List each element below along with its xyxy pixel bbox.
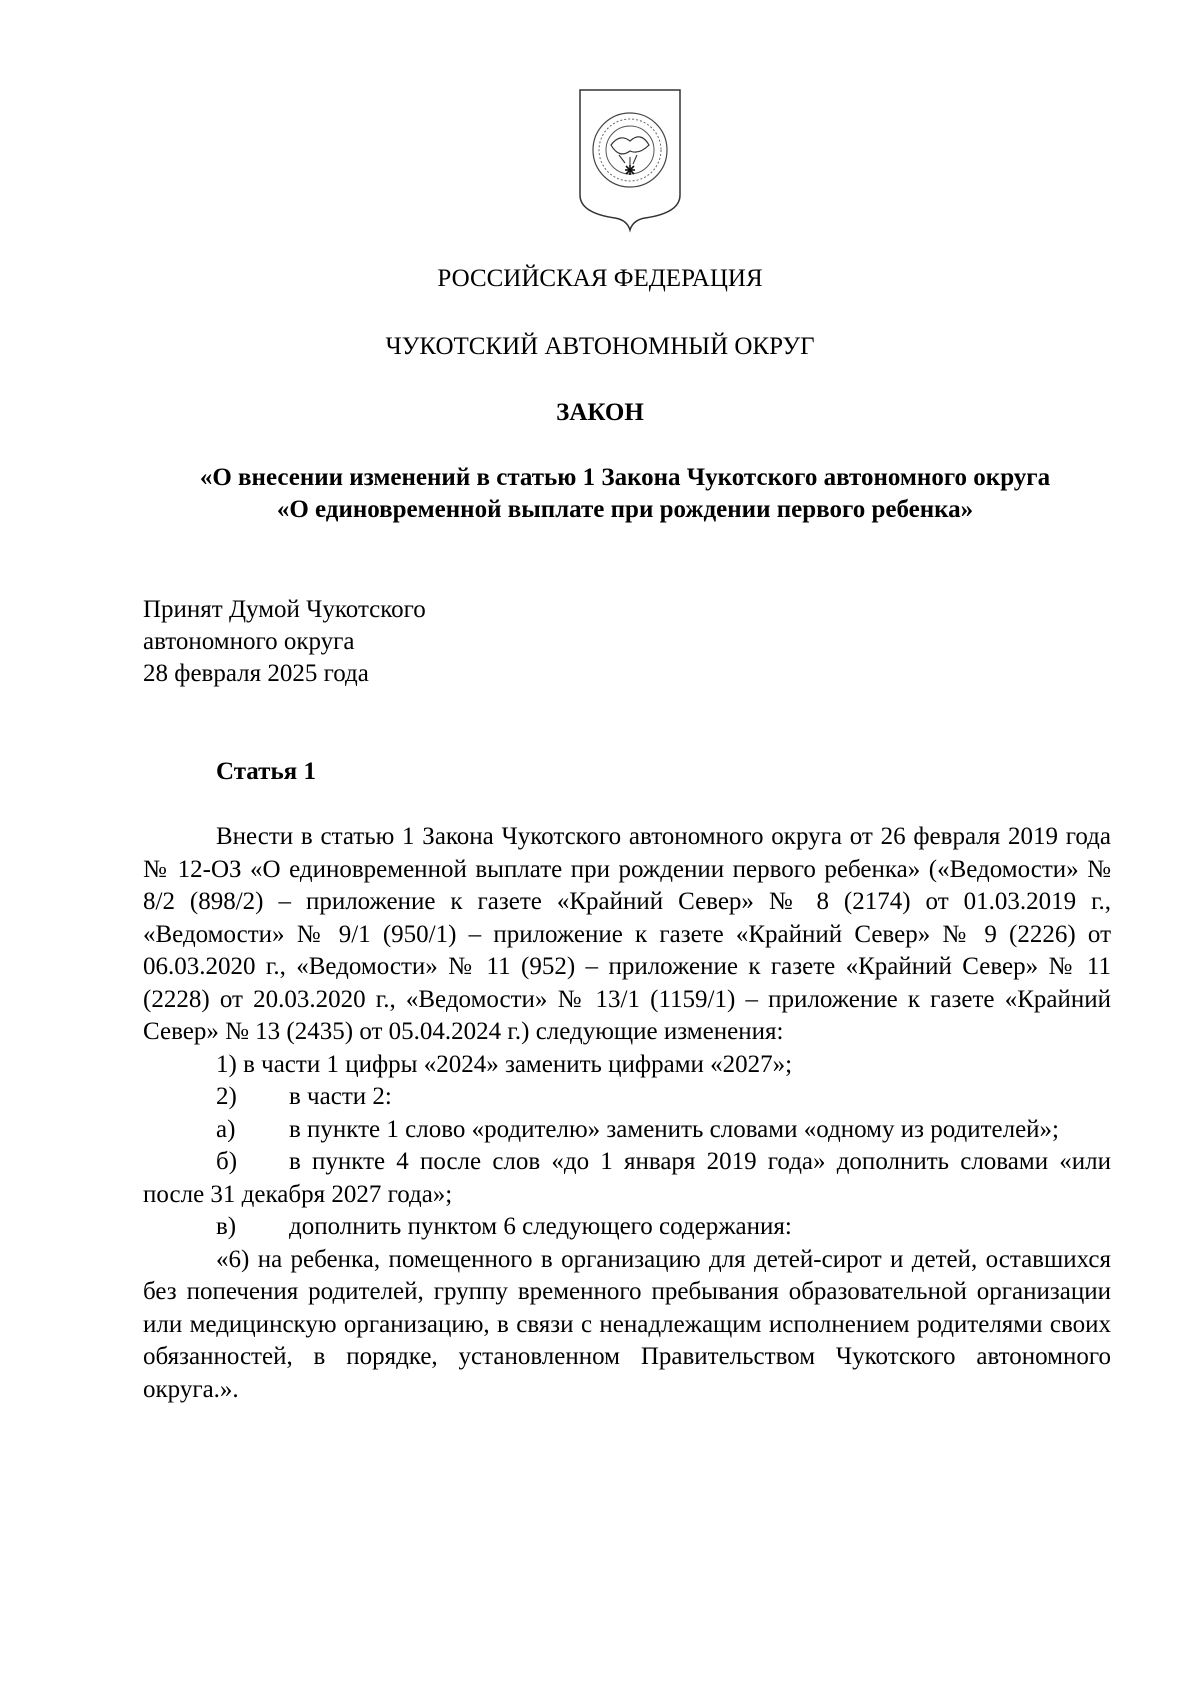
amendment-subitem-a-text: в пункте 1 слово «родителю» заменить словами «одному из родителей»; xyxy=(289,1115,1059,1143)
amendment-subitem-b-letter: б) xyxy=(216,1148,238,1175)
new-clause-6-quote: «6) на ребенка, помещенного в организацию для детей-сирот и детей, оставшихся без попечения родителей, группу временного пребывания образовательной организации или медицинскую организацию, в связи с ненадлежащим исполнением родителями своих обязанностей, в порядке, установленном Правительством Чукотского автономного округа.». xyxy=(143,1245,1111,1403)
amendment-subitem-a xyxy=(143,1114,1111,1147)
amendment-subitem-b xyxy=(143,1146,1111,1211)
amendment-subitem-b-text: в пункте 4 после слов «до 1 января 2019 года» дополнить словами «или после 31 декабря 2027 года»; xyxy=(143,1148,1111,1208)
amendment-item-2-number: 2) xyxy=(216,1083,237,1110)
region-heading: ЧУКОТСКИЙ АВТОНОМНЫЙ ОКРУГ xyxy=(385,333,815,360)
adoption-note xyxy=(143,594,426,690)
adoption-date: 28 февраля 2025 года xyxy=(143,660,369,687)
amendment-subitem-v-text: дополнить пунктом 6 следующего содержания: xyxy=(289,1213,792,1240)
article-body xyxy=(143,821,1111,1406)
country-heading: РОССИЙСКАЯ ФЕДЕРАЦИЯ xyxy=(437,265,763,292)
law-title xyxy=(140,462,1110,526)
amendment-item-2 xyxy=(143,1081,1111,1114)
amendment-subitem-v-letter: в) xyxy=(216,1213,237,1240)
article-intro-paragraph: Внести в статью 1 Закона Чукотского автономного округа от 26 февраля 2019 года № 12-ОЗ «О единовременной выплате при рождении первого ребенка» («Ведомости» № 8/2 (898/2) – приложение к газете «Крайний Север» № 8 (2174) от 01.03.2019 г., «Ведомости» № 9/1 (950/1) – приложение к газете «Крайний Север» № 9 (2226) от 06.03.2020 г., «Ведомости» № 11 (952) – приложение к газете «Крайний Север» № 11 (2228) от 20.03.2020 г., «Ведомости» № 13/1 (1159/1) – приложение к газете «Крайний Север» № 13 (2435) от 05.04.2024 г.) следующие изменения: xyxy=(143,823,1111,1045)
amendment-subitem-a-letter: а) xyxy=(216,1115,236,1143)
adoption-note-line-1: Принят Думой Чукотского xyxy=(143,596,426,623)
article-heading: Статья 1 xyxy=(216,758,316,785)
law-title-line-1: «О внесении изменений в статью 1 Закона Чукотского автономного округа xyxy=(199,464,1051,491)
amendment-subitem-v xyxy=(143,1211,1111,1244)
coat-of-arms-emblem-icon xyxy=(575,85,685,235)
document-type-heading: ЗАКОН xyxy=(556,399,644,426)
amendment-item-1: 1) в части 1 цифры «2024» заменить цифрами «2027»; xyxy=(216,1050,793,1078)
amendment-item-2-text: в части 2: xyxy=(289,1083,392,1110)
law-title-line-2: «О единовременной выплате при рождении первого ребенка» xyxy=(276,496,974,523)
adoption-note-line-2: автономного округа xyxy=(143,628,355,655)
